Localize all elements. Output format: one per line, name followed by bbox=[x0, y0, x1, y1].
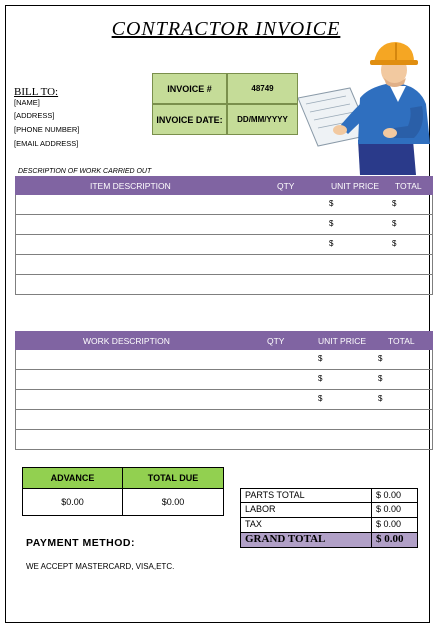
unit-price-cell: $ bbox=[329, 199, 334, 208]
unit-price-header: UNIT PRICE bbox=[318, 336, 367, 346]
unit-price-header: UNIT PRICE bbox=[331, 181, 380, 191]
qty-header: QTY bbox=[277, 181, 295, 191]
unit-price-cell: $ bbox=[329, 239, 334, 248]
table-row[interactable] bbox=[15, 390, 433, 410]
bill-to-phone[interactable]: [PHONE NUMBER] bbox=[14, 125, 80, 134]
table-row[interactable] bbox=[15, 235, 433, 255]
bill-to-address[interactable]: [ADDRESS] bbox=[14, 111, 55, 120]
table-row[interactable] bbox=[15, 275, 433, 295]
invoice-page bbox=[5, 5, 430, 623]
work-description-header: WORK DESCRIPTION bbox=[83, 336, 170, 346]
invoice-number-value[interactable]: 48749 bbox=[227, 73, 298, 104]
tax-value[interactable]: $ 0.00 bbox=[372, 518, 418, 533]
invoice-date-label: INVOICE DATE: bbox=[152, 104, 227, 135]
contractor-illustration bbox=[298, 40, 437, 175]
tax-label: TAX bbox=[240, 518, 372, 533]
total-due-value[interactable]: $0.00 bbox=[122, 489, 224, 516]
payment-method-text: WE ACCEPT MASTERCARD, VISA,ETC. bbox=[26, 562, 175, 571]
total-header: TOTAL bbox=[388, 336, 415, 346]
total-cell: $ bbox=[378, 394, 383, 403]
labor-label: LABOR bbox=[240, 503, 372, 518]
labor-row bbox=[240, 503, 418, 518]
total-header: TOTAL bbox=[395, 181, 422, 191]
table-row[interactable] bbox=[15, 410, 433, 430]
table-row[interactable] bbox=[15, 350, 433, 370]
invoice-info-box bbox=[152, 73, 298, 135]
grand-total-row bbox=[240, 533, 418, 548]
unit-price-cell: $ bbox=[329, 219, 334, 228]
advance-value[interactable]: $0.00 bbox=[22, 489, 123, 516]
table-row[interactable] bbox=[15, 370, 433, 390]
table-row[interactable] bbox=[15, 215, 433, 235]
grand-total-label: GRAND TOTAL bbox=[240, 533, 372, 548]
parts-total-row bbox=[240, 488, 418, 503]
total-cell: $ bbox=[392, 199, 397, 208]
unit-price-cell: $ bbox=[318, 354, 323, 363]
parts-total-label: PARTS TOTAL bbox=[240, 488, 372, 503]
bill-to-email[interactable]: [EMAIL ADDRESS] bbox=[14, 139, 79, 148]
invoice-number-label: INVOICE # bbox=[152, 73, 227, 104]
qty-header: QTY bbox=[267, 336, 285, 346]
unit-price-cell: $ bbox=[318, 394, 323, 403]
table-row[interactable] bbox=[15, 255, 433, 275]
advance-due-box bbox=[22, 467, 224, 516]
total-cell: $ bbox=[378, 354, 383, 363]
bill-to-name[interactable]: [NAME] bbox=[14, 98, 40, 107]
unit-price-cell: $ bbox=[318, 374, 323, 383]
invoice-date-value[interactable]: DD/MM/YYYY bbox=[227, 104, 298, 135]
item-table bbox=[15, 176, 433, 295]
advance-label: ADVANCE bbox=[22, 467, 123, 489]
item-description-header: ITEM DESCRIPTION bbox=[90, 181, 171, 191]
total-cell: $ bbox=[392, 219, 397, 228]
total-cell: $ bbox=[392, 239, 397, 248]
work-table-header bbox=[15, 331, 433, 350]
total-due-label: TOTAL DUE bbox=[122, 467, 224, 489]
grand-total-value[interactable]: $ 0.00 bbox=[372, 533, 418, 548]
work-table bbox=[15, 331, 433, 450]
total-cell: $ bbox=[378, 374, 383, 383]
item-table-header bbox=[15, 176, 433, 195]
tax-row bbox=[240, 518, 418, 533]
description-caption: DESCRIPTION OF WORK CARRIED OUT bbox=[18, 168, 152, 175]
payment-method-title: PAYMENT METHOD: bbox=[26, 537, 136, 549]
labor-value[interactable]: $ 0.00 bbox=[372, 503, 418, 518]
bill-to-label: BILL TO: bbox=[14, 86, 59, 98]
table-row[interactable] bbox=[15, 430, 433, 450]
parts-total-value[interactable]: $ 0.00 bbox=[372, 488, 418, 503]
table-row[interactable] bbox=[15, 195, 433, 215]
invoice-title: CONTRACTOR INVOICE bbox=[111, 18, 341, 40]
